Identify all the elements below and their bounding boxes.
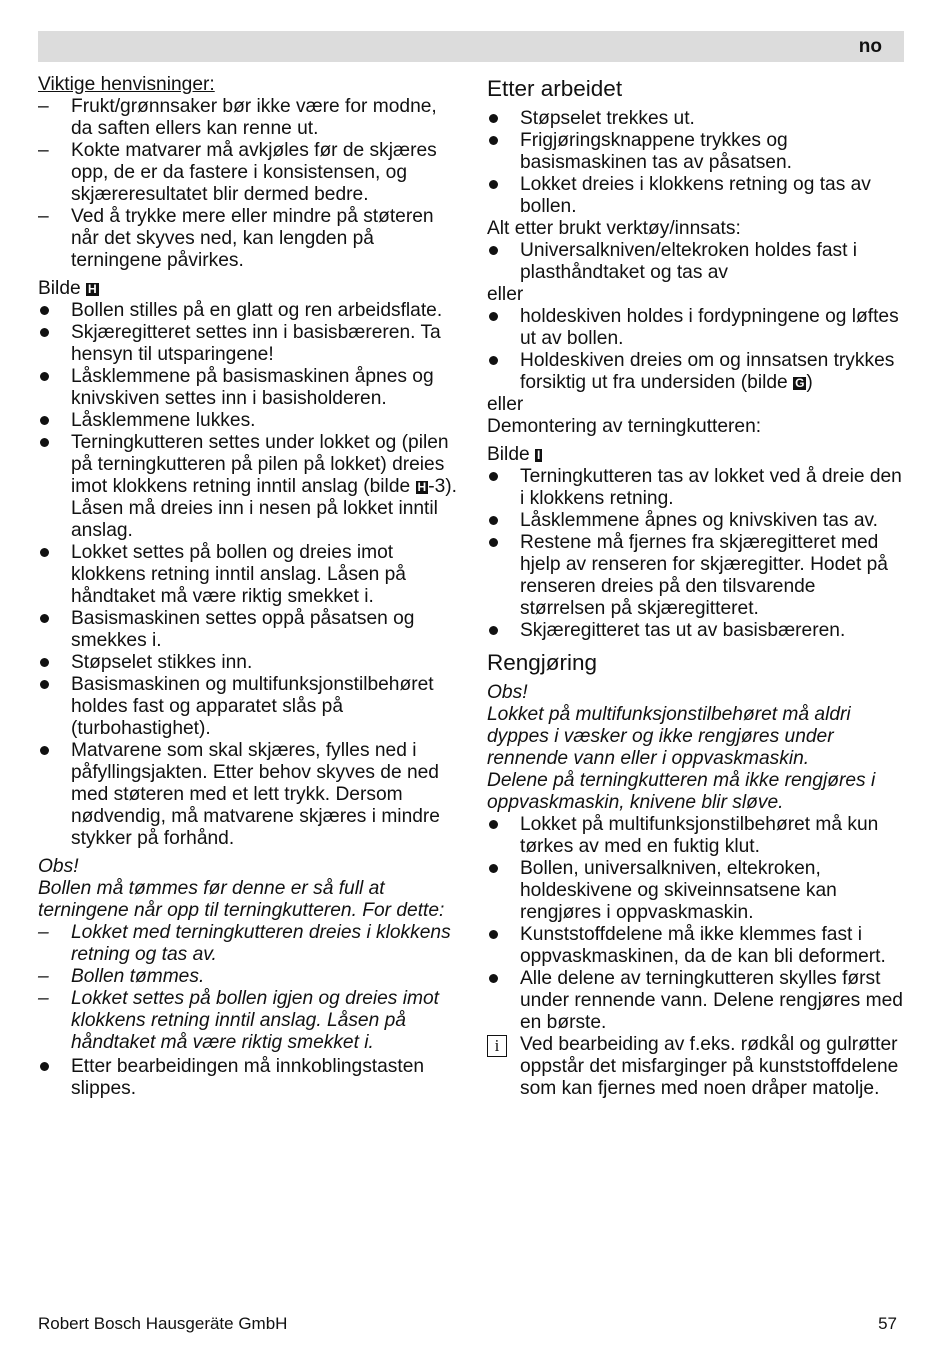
right-column: [487, 74, 905, 1100]
figure-badge: G: [795, 376, 805, 390]
figure-badge: H: [417, 480, 427, 494]
list-item: – Bollen tømmes.: [38, 966, 205, 987]
obs-text: Bollen må tømmes før denne er så full at terningene når opp til terningkutteren. For dette:: [38, 878, 445, 921]
list-item: Låsklemmene åpnes og knivskiven tas av.: [487, 510, 905, 532]
list-item: Støpselet trekkes ut.: [487, 108, 905, 130]
list-item: Lokket settes på bollen og dreies imot klokkens retning inntil anslag. Låsen på håndtaket må være riktig smekket i.: [38, 542, 458, 608]
list-item: Låsklemmene lukkes.: [38, 410, 458, 432]
disassembly-text: Demontering av terningkutteren:: [487, 416, 762, 437]
list-item: Skjæregitteret tas ut av basisbæreren.: [487, 620, 905, 642]
list-item: holdeskiven holdes i fordypningene og løftes ut av bollen.: [487, 306, 905, 350]
tips-heading: Viktige henvisninger:: [38, 74, 215, 95]
list-item: Bollen stilles på en glatt og ren arbeidsflate.: [38, 300, 458, 322]
footer-company: Robert Bosch Hausgeräte GmbH: [38, 1314, 288, 1333]
list-item: Terningkutteren settes under lokket og (pilen på terningkutteren på pilen på lokket) dreies imot klokkens retning inntil anslag (bilde H -3). Låsen må dreies inn i nesen på lokket inntil anslag.: [38, 432, 458, 542]
tool-text: Alt etter brukt verktøy/innsats:: [487, 218, 741, 239]
section-heading: Rengjøring: [487, 650, 598, 675]
list-item: Holdeskiven dreies om og innsatsen trykkes forsiktig ut fra undersiden (bilde G ): [487, 350, 905, 394]
figure-label: Bilde H: [38, 278, 97, 299]
obs-heading: Obs!: [38, 856, 79, 877]
page-number: 57: [878, 1314, 897, 1333]
list-item: Støpselet stikkes inn.: [38, 652, 458, 674]
figure-label: Bilde I: [487, 444, 541, 465]
list-item: Bollen, universalkniven, eltekroken, holdeskivene og skiveinnsatsene kan rengjøres i oppvaskmaskin.: [487, 858, 905, 924]
list-item: – Lokket settes på bollen igjen og dreies imot klokkens retning inntil anslag. Låsen på håndtaket må være riktig smekket i.: [38, 988, 439, 1053]
list-item: Matvarene som skal skjæres, fylles ned i påfyllingsjakten. Etter behov skyves de ned med støteren med et lett trykk. Dersom nødvendig, må matvarene skjæres i mindre stykker på forhånd.: [38, 740, 458, 850]
language-bar: [38, 31, 904, 62]
list-item: Lokket dreies i klokkens retning og tas av bollen.: [487, 174, 905, 218]
language-code: no: [858, 36, 882, 57]
info-icon: i: [487, 1035, 507, 1057]
or-text: eller: [487, 394, 524, 415]
list-item: Universalkniven/eltekroken holdes fast i plasthåndtaket og tas av: [487, 240, 905, 284]
list-item: – Ved å trykke mere eller mindre på støteren når det skyves ned, kan lengden på terningene påvirkes.: [38, 206, 434, 271]
obs-text: Lokket på multifunksjonstilbehøret må aldri dyppes i væsker og ikke rengjøres under rennende vann eller i oppvaskmaskin.: [487, 704, 851, 769]
list-item: Lokket på multifunksjonstilbehøret må kun tørkes av med en fuktig klut.: [487, 814, 905, 858]
list-item: – Kokte matvarer må avkjøles før de skjæres opp, de er da fastere i konsistensen, og skjæreresultatet blir dermed bedre.: [38, 140, 437, 205]
list-item: Etter bearbeidingen må innkoblingstasten slippes.: [38, 1056, 458, 1100]
info-note: i Ved bearbeiding av f.eks. rødkål og gulrøtter oppstår det misfarginger på kunststoffdelene som kan fjernes med noen dråper matolje.: [487, 1034, 905, 1100]
list-item: – Lokket med terningkutteren dreies i klokkens retning og tas av.: [38, 922, 451, 965]
figure-badge: H: [88, 282, 97, 296]
or-text: eller: [487, 284, 524, 305]
list-item: Kunststoffdelene må ikke klemmes fast i oppvaskmaskinen, da de kan bli deformert.: [487, 924, 905, 968]
list-item: Terningkutteren tas av lokket ved å dreie den i klokkens retning.: [487, 466, 905, 510]
list-item: Basismaskinen settes oppå påsatsen og smekkes i.: [38, 608, 458, 652]
list-item: Frigjøringsknappene trykkes og basismaskinen tas av påsatsen.: [487, 130, 905, 174]
left-column: [38, 74, 458, 1100]
list-item: Skjæregitteret settes inn i basisbæreren. Ta hensyn til utsparingene!: [38, 322, 458, 366]
figure-badge: I: [537, 448, 541, 462]
list-item: – Frukt/grønnsaker bør ikke være for modne, da saften ellers kan renne ut.: [38, 96, 437, 139]
list-item: Alle delene av terningkutteren skylles først under rennende vann. Delene rengjøres med en børste.: [487, 968, 905, 1034]
section-heading: Etter arbeidet: [487, 76, 623, 101]
list-item: Restene må fjernes fra skjæregitteret med hjelp av renseren for skjæregitter. Hodet på renseren dreies på den tilsvarende størrelsen på skjæregitteret.: [487, 532, 905, 620]
list-item: Låsklemmene på basismaskinen åpnes og knivskiven settes inn i basisholderen.: [38, 366, 458, 410]
obs-heading: Obs!: [487, 682, 528, 703]
list-item: Basismaskinen og multifunksjonstilbehøret holdes fast og apparatet slås på (turbohastighet).: [38, 674, 458, 740]
obs-text: Delene på terningkutteren må ikke rengjøres i oppvaskmaskin, knivene blir sløve.: [487, 770, 876, 813]
